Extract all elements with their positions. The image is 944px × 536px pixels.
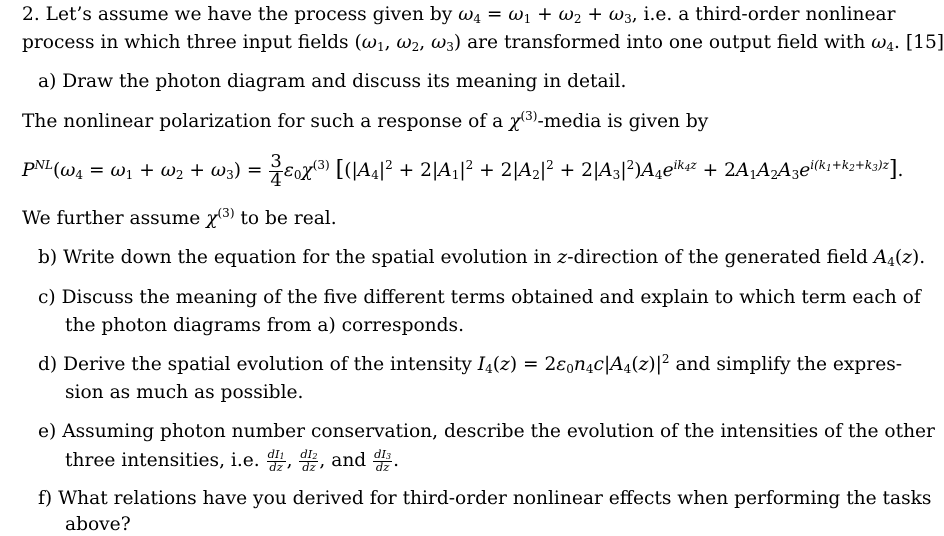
chi3-symbol: $\chi^{(3)}$ bbox=[509, 109, 538, 132]
task-b-text-mid: -direction of the generated field bbox=[567, 247, 868, 268]
task-d-line2 bbox=[65, 382, 303, 404]
task-d-text-after: and simplify the expres- bbox=[675, 354, 903, 375]
intro-line2-text-2: are transformed into one output field with bbox=[467, 32, 866, 53]
task-f-label: f) bbox=[38, 488, 53, 509]
task-e-line1-text: Assuming photon number conservation, describe the evolution of the intensities of the other bbox=[62, 421, 935, 442]
task-c-label: c) bbox=[38, 287, 56, 308]
fraction-numerator: 3 bbox=[270, 150, 282, 172]
points: [15] bbox=[905, 32, 944, 53]
equation-period: . bbox=[897, 160, 904, 181]
further-assume bbox=[22, 208, 337, 230]
frac-dI1-dz: $\frac{dI_1}{dz}$ bbox=[267, 447, 285, 474]
problem-intro-line1 bbox=[22, 4, 895, 26]
output-field: $\omega_4$. bbox=[871, 32, 900, 54]
task-b bbox=[38, 247, 925, 269]
problem-number: 2. bbox=[22, 4, 40, 25]
frac-dI2-dz: $\frac{dI_2}{dz}$ bbox=[300, 447, 318, 474]
problem-intro-line2 bbox=[22, 32, 944, 54]
task-c-line1 bbox=[38, 287, 921, 309]
intro-text-2: i.e. a third-order nonlinear bbox=[643, 4, 896, 25]
task-c-line2 bbox=[65, 315, 464, 337]
chi3-symbol-2: $\chi^{(3)}$ bbox=[206, 206, 235, 229]
further-assume-after: to be real. bbox=[240, 208, 337, 229]
frac-dI3-dz: $\frac{dI_3}{dz}$ bbox=[374, 447, 392, 474]
task-f-line1-text: What relations have you derived for third-order nonlinear effects when performing the tasks bbox=[58, 488, 932, 509]
task-e-label: e) bbox=[38, 421, 57, 442]
equation-fraction bbox=[269, 150, 282, 191]
task-b-text-before: Write down the equation for the spatial evolution in bbox=[63, 247, 552, 268]
task-f-line1 bbox=[38, 488, 931, 510]
task-c-line2-text: the photon diagrams from a) corresponds. bbox=[65, 315, 464, 336]
polarization-equation: $P^{NL}(\omega_4 = \omega_1 + \omega_2 + \omega_3)$ = $\frac{3}{4}$ $\varepsilon_0\chi^{(3)}$ $[(|A_4|^2 + 2|A_1|^2 + 2|A_2|^2 + 2|A_3|^2)A_4e^{ik_4z} + 2A_1A_2A_3e^{i(k_1+k_2+k_3)z}]$. bbox=[22, 150, 904, 191]
task-d-label: d) bbox=[38, 354, 58, 375]
input-fields: ($\omega_1$, $\omega_2$, $\omega_3$) bbox=[354, 32, 462, 54]
task-e-line2-text: three intensities, i.e. bbox=[65, 450, 260, 471]
intro-text-1: Let’s assume we have the process given by bbox=[45, 4, 453, 25]
task-a-text: Draw the photon diagram and discuss its meaning in detail. bbox=[62, 71, 627, 92]
task-d-text-before: Derive the spatial evolution of the intensity bbox=[63, 354, 472, 375]
polarization-intro bbox=[22, 111, 708, 133]
process-equation: $\omega_4 = \omega_1 + \omega_2 + \omega_3$, bbox=[458, 4, 638, 26]
task-f-line2-text: above? bbox=[65, 514, 131, 535]
intro-line2-text-1: process in which three input fields bbox=[22, 32, 349, 53]
task-e-line2: three intensities, i.e. $\frac{dI_1}{dz}$ , $\frac{dI_2}{dz}$ , and $\frac{dI_3}{dz}$ . bbox=[65, 447, 400, 474]
task-f-line2 bbox=[65, 514, 131, 536]
field-a4z: $A_4(z)$. bbox=[873, 247, 926, 269]
task-e-line1 bbox=[38, 421, 935, 443]
task-d-line2-text: sion as much as possible. bbox=[65, 382, 304, 403]
polarization-text-before: The nonlinear polarization for such a response of a bbox=[22, 111, 504, 132]
task-a bbox=[38, 71, 626, 93]
z-symbol: z bbox=[557, 247, 568, 268]
task-a-label: a) bbox=[38, 71, 57, 92]
intensity-equation: $I_4(z) = 2\varepsilon_0n_4c|A_4(z)|^2$ bbox=[477, 352, 670, 376]
polarization-text-after: -media is given by bbox=[537, 111, 709, 132]
task-e-and: and bbox=[331, 450, 367, 471]
task-c-line1-text: Discuss the meaning of the five different terms obtained and explain to which term each of bbox=[61, 287, 921, 308]
task-b-label: b) bbox=[38, 247, 58, 268]
fraction-denominator: 4 bbox=[270, 169, 282, 191]
further-assume-before: We further assume bbox=[22, 208, 201, 229]
task-d-line1 bbox=[38, 354, 902, 376]
